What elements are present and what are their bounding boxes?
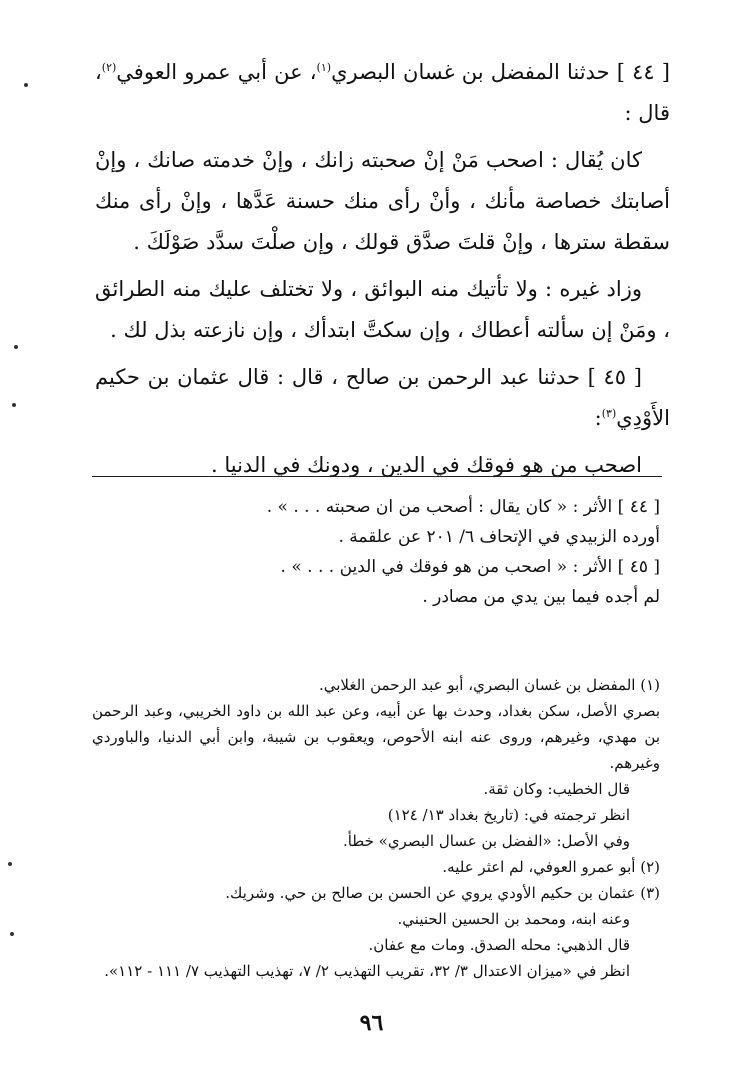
isnad-text: ، قال : [95, 60, 670, 125]
scan-speck [24, 83, 28, 87]
takhrij-notes [190, 492, 660, 612]
footnote-ref: (١) [316, 61, 332, 74]
isnad-text: : [594, 406, 602, 430]
takhrij-line: [ ٤٤ ] الأثر : « كان يقال : أصحب من ان صحبته . . . » . [266, 497, 660, 517]
hadith-45-intro [95, 357, 670, 439]
hadith-45-matn: اصحب من هو فوقك في الدين ، ودونك في الدنيا . [210, 453, 642, 477]
footnote-ref: (٢) [101, 61, 117, 74]
page-number: ٩٦ [359, 1010, 384, 1036]
footnote-line: وفي الأصل: «الفضل بن عسال البصري» خطأ. [342, 832, 630, 850]
scan-speck [10, 932, 14, 936]
footnote-line: (٣) عثمان بن حكيم الأودي يروي عن الحسن بن صالح بن حي. وشريك. [225, 884, 660, 902]
separator-rule [92, 476, 662, 477]
takhrij-line: [ ٤٥ ] الأثر : « اصحب من هو فوقك في الدين . . . » . [280, 557, 660, 577]
footnote-line: انظر ترجمته في: (تاريخ بغداد ١٣/ ١٢٤) [387, 806, 630, 824]
isnad-text: ، عن أبي عمرو العوفي [116, 60, 317, 84]
footnote-line: (١) المفضل بن غسان البصري، أبو عبد الرحمن الغلابي. [318, 676, 660, 694]
footnote-line: قال الخطيب: وكان ثقة. [483, 780, 630, 798]
takhrij-line: لم أجده فيما بين يدي من مصادر . [422, 587, 660, 607]
hadith-number: [ ٤٤ ] [616, 60, 670, 84]
hadith-44-intro [95, 52, 670, 134]
footnote-line: انظر في «ميزان الاعتدال ٣/ ٣٢، تقريب التهذيب ٢/ ٧، تهذيب التهذيب ٧/ ١١١ - ١١٢». [104, 962, 630, 980]
scan-speck [12, 403, 16, 407]
footnote-ref: (٣) [601, 407, 617, 420]
main-text [95, 52, 670, 486]
footnote-line: قال الذهبي: محله الصدق. ومات مع عفان. [368, 936, 630, 954]
takhrij-line: أورده الزبيدي في الإتحاف ٦/ ٢٠١ عن علقمة . [338, 527, 660, 547]
isnad-text: حدثنا عبد الرحمن بن صالح ، قال : قال عثمان بن حكيم الأَوْدِي [95, 365, 670, 430]
footnotes [92, 672, 660, 984]
footnote-line: (٢) أبو عمرو العوفي، لم اعثر عليه. [442, 858, 660, 876]
scan-speck [8, 862, 12, 866]
hadith-44-matn: كان يُقال : اصحب مَنْ إنْ صحبته زانك ، وإنْ خدمته صانك ، وإنْ أصابتك خصاصة مأنك ، وأنْ رأى منك حسنة عَدَّها ، وإنْ رأى منك سقطة سترها ، وإنْ قلتَ صدَّق قولك ، وإن صلْتَ سدَّد صَوْلَكَ . [95, 148, 670, 254]
footnote-line: بصري الأصل، سكن بغداد، وحدث بها عن أبيه، وعن عبد الله بن داود الخريبي، وعبد الرحمن بن مهدي، وغيرهم، وروى عنه ابنه الأحوص، ويعقوب بن شيبة، وابن أبي الدنيا، والباوردي وغيرهم. [92, 702, 660, 772]
hadith-number: [ ٤٥ ] [587, 365, 642, 389]
isnad-text: حدثنا المفضل بن غسان البصري [331, 60, 610, 84]
hadith-44-addition: وزاد غيره : ولا تأتيك منه البوائق ، ولا تختلف عليك منه الطرائق ، ومَنْ إن سألته أعطاك ، وإن سكتَّ ابتدأك ، وإن نازعته بذل لك . [95, 277, 670, 342]
footnote-line: وعنه ابنه، ومحمد بن الحسين الحنيني. [397, 910, 630, 928]
scan-speck [14, 345, 18, 349]
